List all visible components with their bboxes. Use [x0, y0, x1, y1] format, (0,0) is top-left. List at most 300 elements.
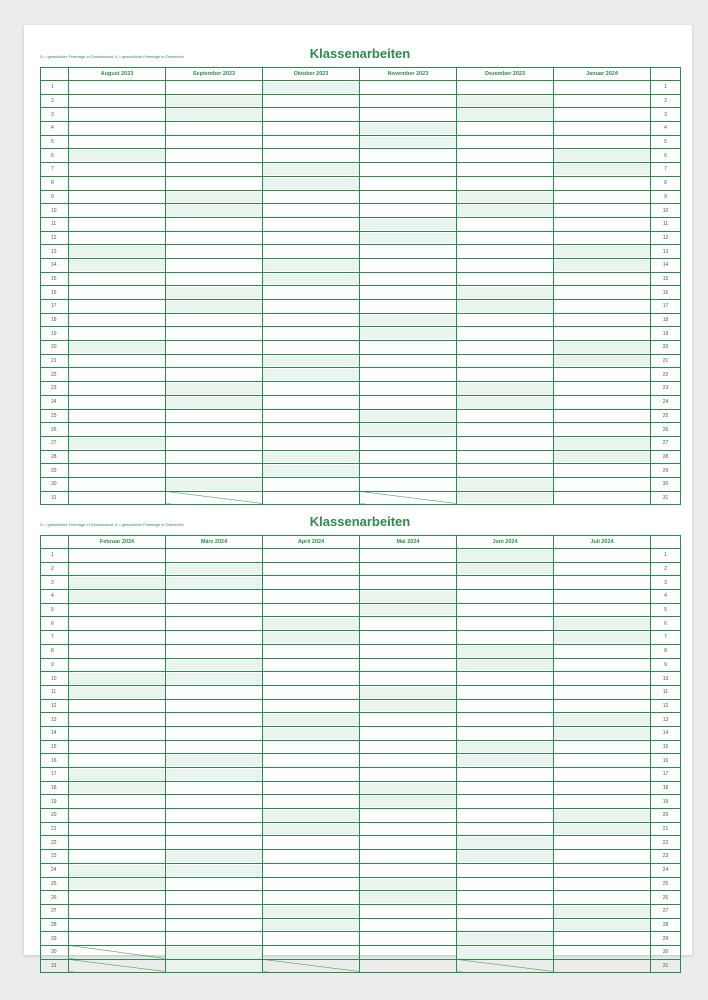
day-cell[interactable] [166, 918, 263, 932]
day-cell[interactable] [166, 450, 263, 464]
weekend-day-cell[interactable] [554, 163, 651, 177]
day-cell[interactable] [360, 754, 457, 768]
day-cell[interactable] [360, 850, 457, 864]
day-cell[interactable] [457, 877, 554, 891]
weekend-day-cell[interactable] [166, 94, 263, 108]
day-cell[interactable] [457, 176, 554, 190]
day-cell[interactable] [554, 272, 651, 286]
weekend-day-cell[interactable] [360, 699, 457, 713]
day-cell[interactable] [554, 768, 651, 782]
day-cell[interactable] [69, 822, 166, 836]
day-cell[interactable] [360, 932, 457, 946]
day-cell[interactable] [166, 354, 263, 368]
day-cell[interactable] [69, 395, 166, 409]
weekend-day-cell[interactable] [360, 409, 457, 423]
day-cell[interactable] [263, 149, 360, 163]
weekend-day-cell[interactable] [457, 562, 554, 576]
weekend-day-cell[interactable] [166, 754, 263, 768]
day-cell[interactable] [457, 409, 554, 423]
weekend-day-cell[interactable] [457, 740, 554, 754]
day-cell[interactable] [166, 685, 263, 699]
day-cell[interactable] [69, 217, 166, 231]
weekend-day-cell[interactable] [166, 108, 263, 122]
day-cell[interactable] [263, 409, 360, 423]
day-cell[interactable] [554, 313, 651, 327]
day-cell[interactable] [360, 631, 457, 645]
day-cell[interactable] [263, 945, 360, 959]
day-cell[interactable] [457, 245, 554, 259]
day-cell[interactable] [166, 327, 263, 341]
weekend-day-cell[interactable] [554, 809, 651, 823]
day-cell[interactable] [554, 122, 651, 136]
weekend-day-cell[interactable] [69, 245, 166, 259]
day-cell[interactable] [457, 603, 554, 617]
day-cell[interactable] [554, 423, 651, 437]
day-cell[interactable] [166, 163, 263, 177]
weekend-day-cell[interactable] [166, 850, 263, 864]
day-cell[interactable] [69, 135, 166, 149]
day-cell[interactable] [69, 190, 166, 204]
day-cell[interactable] [263, 327, 360, 341]
day-cell[interactable] [360, 258, 457, 272]
weekend-day-cell[interactable] [360, 313, 457, 327]
day-cell[interactable] [457, 258, 554, 272]
day-cell[interactable] [263, 423, 360, 437]
day-cell[interactable] [166, 904, 263, 918]
weekend-day-cell[interactable] [263, 631, 360, 645]
day-cell[interactable] [360, 436, 457, 450]
day-cell[interactable] [457, 863, 554, 877]
day-cell[interactable] [263, 382, 360, 396]
day-cell[interactable] [166, 740, 263, 754]
day-cell[interactable] [457, 122, 554, 136]
weekend-day-cell[interactable] [360, 877, 457, 891]
weekend-day-cell[interactable] [554, 904, 651, 918]
day-cell[interactable] [457, 368, 554, 382]
weekend-day-cell[interactable] [457, 549, 554, 563]
day-cell[interactable] [554, 368, 651, 382]
day-cell[interactable] [457, 713, 554, 727]
day-cell[interactable] [360, 945, 457, 959]
weekend-day-cell[interactable] [360, 135, 457, 149]
weekend-day-cell[interactable] [263, 368, 360, 382]
day-cell[interactable] [457, 272, 554, 286]
weekend-day-cell[interactable] [166, 562, 263, 576]
weekend-day-cell[interactable] [360, 122, 457, 136]
weekend-day-cell[interactable] [166, 768, 263, 782]
weekend-day-cell[interactable] [263, 450, 360, 464]
weekend-day-cell[interactable] [69, 768, 166, 782]
day-cell[interactable] [554, 658, 651, 672]
weekend-day-cell[interactable] [360, 795, 457, 809]
day-cell[interactable] [457, 464, 554, 478]
weekend-day-cell[interactable] [360, 231, 457, 245]
day-cell[interactable] [166, 81, 263, 95]
day-cell[interactable] [554, 549, 651, 563]
day-cell[interactable] [360, 382, 457, 396]
day-cell[interactable] [69, 477, 166, 491]
day-cell[interactable] [166, 590, 263, 604]
day-cell[interactable] [554, 672, 651, 686]
day-cell[interactable] [554, 464, 651, 478]
day-cell[interactable] [554, 108, 651, 122]
day-cell[interactable] [360, 395, 457, 409]
day-cell[interactable] [360, 658, 457, 672]
weekend-day-cell[interactable] [166, 672, 263, 686]
weekend-day-cell[interactable] [554, 822, 651, 836]
day-cell[interactable] [69, 809, 166, 823]
day-cell[interactable] [554, 231, 651, 245]
day-cell[interactable] [360, 163, 457, 177]
day-cell[interactable] [69, 286, 166, 300]
day-cell[interactable] [263, 477, 360, 491]
day-cell[interactable] [554, 685, 651, 699]
day-cell[interactable] [69, 658, 166, 672]
day-cell[interactable] [69, 108, 166, 122]
weekend-day-cell[interactable] [554, 726, 651, 740]
day-cell[interactable] [360, 477, 457, 491]
weekend-day-cell[interactable] [554, 436, 651, 450]
day-cell[interactable] [554, 891, 651, 905]
weekend-day-cell[interactable] [263, 272, 360, 286]
weekend-day-cell[interactable] [69, 685, 166, 699]
weekend-day-cell[interactable] [263, 464, 360, 478]
day-cell[interactable] [554, 409, 651, 423]
day-cell[interactable] [263, 781, 360, 795]
day-cell[interactable] [166, 149, 263, 163]
day-cell[interactable] [166, 258, 263, 272]
day-cell[interactable] [360, 768, 457, 782]
day-cell[interactable] [69, 795, 166, 809]
weekend-day-cell[interactable] [69, 590, 166, 604]
day-cell[interactable] [69, 850, 166, 864]
weekend-day-cell[interactable] [554, 149, 651, 163]
weekend-day-cell[interactable] [457, 644, 554, 658]
day-cell[interactable] [360, 272, 457, 286]
weekend-day-cell[interactable] [360, 891, 457, 905]
weekend-day-cell[interactable] [457, 108, 554, 122]
weekend-day-cell[interactable] [166, 286, 263, 300]
day-cell[interactable] [69, 726, 166, 740]
day-cell[interactable] [263, 94, 360, 108]
day-cell[interactable] [457, 672, 554, 686]
day-cell[interactable] [69, 631, 166, 645]
day-cell[interactable] [457, 590, 554, 604]
day-cell[interactable] [166, 809, 263, 823]
weekend-day-cell[interactable] [263, 176, 360, 190]
weekend-day-cell[interactable] [554, 617, 651, 631]
day-cell[interactable] [554, 754, 651, 768]
day-cell[interactable] [554, 781, 651, 795]
day-cell[interactable] [263, 576, 360, 590]
day-cell[interactable] [69, 450, 166, 464]
weekend-day-cell[interactable] [263, 354, 360, 368]
weekend-day-cell[interactable] [457, 850, 554, 864]
day-cell[interactable] [69, 891, 166, 905]
day-cell[interactable] [263, 672, 360, 686]
day-cell[interactable] [457, 436, 554, 450]
day-cell[interactable] [69, 549, 166, 563]
day-cell[interactable] [263, 341, 360, 355]
day-cell[interactable] [69, 644, 166, 658]
day-cell[interactable] [554, 850, 651, 864]
day-cell[interactable] [263, 190, 360, 204]
day-cell[interactable] [69, 368, 166, 382]
day-cell[interactable] [554, 135, 651, 149]
day-cell[interactable] [360, 94, 457, 108]
day-cell[interactable] [263, 590, 360, 604]
weekend-day-cell[interactable] [457, 94, 554, 108]
day-cell[interactable] [457, 163, 554, 177]
day-cell[interactable] [360, 108, 457, 122]
day-cell[interactable] [457, 149, 554, 163]
day-cell[interactable] [554, 562, 651, 576]
day-cell[interactable] [69, 354, 166, 368]
weekend-day-cell[interactable] [263, 713, 360, 727]
day-cell[interactable] [166, 822, 263, 836]
weekend-day-cell[interactable] [69, 436, 166, 450]
day-cell[interactable] [69, 491, 166, 505]
weekend-day-cell[interactable] [457, 491, 554, 505]
day-cell[interactable] [69, 740, 166, 754]
day-cell[interactable] [457, 576, 554, 590]
weekend-day-cell[interactable] [457, 382, 554, 396]
day-cell[interactable] [360, 672, 457, 686]
day-cell[interactable] [166, 122, 263, 136]
day-cell[interactable] [166, 795, 263, 809]
weekend-day-cell[interactable] [457, 300, 554, 314]
weekend-day-cell[interactable] [166, 477, 263, 491]
day-cell[interactable] [263, 549, 360, 563]
day-cell[interactable] [166, 176, 263, 190]
day-cell[interactable] [457, 781, 554, 795]
day-cell[interactable] [69, 617, 166, 631]
day-cell[interactable] [166, 217, 263, 231]
day-cell[interactable] [457, 327, 554, 341]
weekend-day-cell[interactable] [360, 685, 457, 699]
weekend-day-cell[interactable] [457, 658, 554, 672]
day-cell[interactable] [457, 217, 554, 231]
day-cell[interactable] [360, 863, 457, 877]
weekend-day-cell[interactable] [360, 423, 457, 437]
day-cell[interactable] [457, 891, 554, 905]
day-cell[interactable] [263, 795, 360, 809]
day-cell[interactable] [263, 245, 360, 259]
day-cell[interactable] [69, 409, 166, 423]
day-cell[interactable] [166, 713, 263, 727]
day-cell[interactable] [166, 423, 263, 437]
weekend-day-cell[interactable] [457, 945, 554, 959]
weekend-day-cell[interactable] [166, 658, 263, 672]
day-cell[interactable] [457, 341, 554, 355]
day-cell[interactable] [263, 122, 360, 136]
weekend-day-cell[interactable] [263, 726, 360, 740]
day-cell[interactable] [554, 590, 651, 604]
day-cell[interactable] [69, 464, 166, 478]
day-cell[interactable] [360, 822, 457, 836]
day-cell[interactable] [263, 231, 360, 245]
day-cell[interactable] [457, 699, 554, 713]
day-cell[interactable] [360, 576, 457, 590]
day-cell[interactable] [554, 190, 651, 204]
day-cell[interactable] [69, 272, 166, 286]
weekend-day-cell[interactable] [69, 863, 166, 877]
day-cell[interactable] [263, 135, 360, 149]
weekend-day-cell[interactable] [263, 617, 360, 631]
day-cell[interactable] [263, 891, 360, 905]
day-cell[interactable] [554, 603, 651, 617]
day-cell[interactable] [360, 286, 457, 300]
day-cell[interactable] [69, 327, 166, 341]
day-cell[interactable] [69, 836, 166, 850]
day-cell[interactable] [69, 122, 166, 136]
weekend-day-cell[interactable] [166, 190, 263, 204]
weekend-day-cell[interactable] [166, 395, 263, 409]
day-cell[interactable] [360, 464, 457, 478]
day-cell[interactable] [69, 382, 166, 396]
day-cell[interactable] [457, 450, 554, 464]
day-cell[interactable] [166, 877, 263, 891]
weekend-day-cell[interactable] [457, 932, 554, 946]
day-cell[interactable] [263, 217, 360, 231]
weekend-day-cell[interactable] [166, 204, 263, 218]
day-cell[interactable] [263, 740, 360, 754]
day-cell[interactable] [360, 354, 457, 368]
day-cell[interactable] [360, 190, 457, 204]
day-cell[interactable] [554, 395, 651, 409]
day-cell[interactable] [69, 313, 166, 327]
day-cell[interactable] [554, 877, 651, 891]
weekend-day-cell[interactable] [554, 258, 651, 272]
weekend-day-cell[interactable] [69, 672, 166, 686]
day-cell[interactable] [263, 108, 360, 122]
weekend-day-cell[interactable] [457, 754, 554, 768]
day-cell[interactable] [360, 204, 457, 218]
day-cell[interactable] [360, 341, 457, 355]
day-cell[interactable] [554, 204, 651, 218]
day-cell[interactable] [263, 603, 360, 617]
weekend-day-cell[interactable] [554, 450, 651, 464]
day-cell[interactable] [457, 904, 554, 918]
weekend-day-cell[interactable] [457, 286, 554, 300]
day-cell[interactable] [360, 644, 457, 658]
day-cell[interactable] [69, 932, 166, 946]
day-cell[interactable] [263, 286, 360, 300]
weekend-day-cell[interactable] [360, 603, 457, 617]
day-cell[interactable] [263, 313, 360, 327]
day-cell[interactable] [457, 313, 554, 327]
day-cell[interactable] [360, 713, 457, 727]
day-cell[interactable] [263, 562, 360, 576]
day-cell[interactable] [360, 368, 457, 382]
day-cell[interactable] [69, 918, 166, 932]
weekend-day-cell[interactable] [554, 354, 651, 368]
day-cell[interactable] [554, 699, 651, 713]
day-cell[interactable] [457, 617, 554, 631]
day-cell[interactable] [166, 631, 263, 645]
day-cell[interactable] [360, 149, 457, 163]
day-cell[interactable] [263, 850, 360, 864]
day-cell[interactable] [263, 658, 360, 672]
day-cell[interactable] [263, 768, 360, 782]
day-cell[interactable] [69, 163, 166, 177]
day-cell[interactable] [263, 863, 360, 877]
weekend-day-cell[interactable] [457, 836, 554, 850]
day-cell[interactable] [457, 795, 554, 809]
day-cell[interactable] [457, 918, 554, 932]
weekend-day-cell[interactable] [554, 713, 651, 727]
weekend-day-cell[interactable] [166, 300, 263, 314]
day-cell[interactable] [166, 341, 263, 355]
day-cell[interactable] [554, 644, 651, 658]
weekend-day-cell[interactable] [69, 781, 166, 795]
weekend-day-cell[interactable] [263, 918, 360, 932]
day-cell[interactable] [554, 327, 651, 341]
weekend-day-cell[interactable] [166, 863, 263, 877]
day-cell[interactable] [263, 685, 360, 699]
weekend-day-cell[interactable] [457, 395, 554, 409]
day-cell[interactable] [166, 368, 263, 382]
weekend-day-cell[interactable] [69, 149, 166, 163]
day-cell[interactable] [166, 549, 263, 563]
day-cell[interactable] [69, 94, 166, 108]
day-cell[interactable] [166, 245, 263, 259]
day-cell[interactable] [69, 562, 166, 576]
day-cell[interactable] [457, 423, 554, 437]
day-cell[interactable] [166, 436, 263, 450]
day-cell[interactable] [554, 176, 651, 190]
day-cell[interactable] [69, 176, 166, 190]
day-cell[interactable] [554, 740, 651, 754]
day-cell[interactable] [360, 726, 457, 740]
day-cell[interactable] [457, 631, 554, 645]
weekend-day-cell[interactable] [457, 204, 554, 218]
day-cell[interactable] [554, 477, 651, 491]
weekend-day-cell[interactable] [360, 590, 457, 604]
day-cell[interactable] [263, 877, 360, 891]
day-cell[interactable] [166, 313, 263, 327]
day-cell[interactable] [360, 81, 457, 95]
day-cell[interactable] [457, 81, 554, 95]
weekend-day-cell[interactable] [263, 904, 360, 918]
weekend-day-cell[interactable] [457, 190, 554, 204]
weekend-day-cell[interactable] [457, 477, 554, 491]
day-cell[interactable] [69, 713, 166, 727]
weekend-day-cell[interactable] [360, 327, 457, 341]
day-cell[interactable] [166, 272, 263, 286]
day-cell[interactable] [554, 94, 651, 108]
day-cell[interactable] [69, 81, 166, 95]
day-cell[interactable] [360, 617, 457, 631]
weekend-day-cell[interactable] [69, 877, 166, 891]
weekend-day-cell[interactable] [263, 81, 360, 95]
weekend-day-cell[interactable] [69, 341, 166, 355]
day-cell[interactable] [166, 135, 263, 149]
day-cell[interactable] [360, 450, 457, 464]
day-cell[interactable] [360, 176, 457, 190]
day-cell[interactable] [554, 932, 651, 946]
weekend-day-cell[interactable] [554, 631, 651, 645]
day-cell[interactable] [263, 436, 360, 450]
day-cell[interactable] [360, 959, 457, 973]
day-cell[interactable] [166, 603, 263, 617]
weekend-day-cell[interactable] [360, 781, 457, 795]
day-cell[interactable] [263, 300, 360, 314]
day-cell[interactable] [457, 354, 554, 368]
day-cell[interactable] [166, 726, 263, 740]
weekend-day-cell[interactable] [166, 959, 263, 973]
day-cell[interactable] [457, 726, 554, 740]
